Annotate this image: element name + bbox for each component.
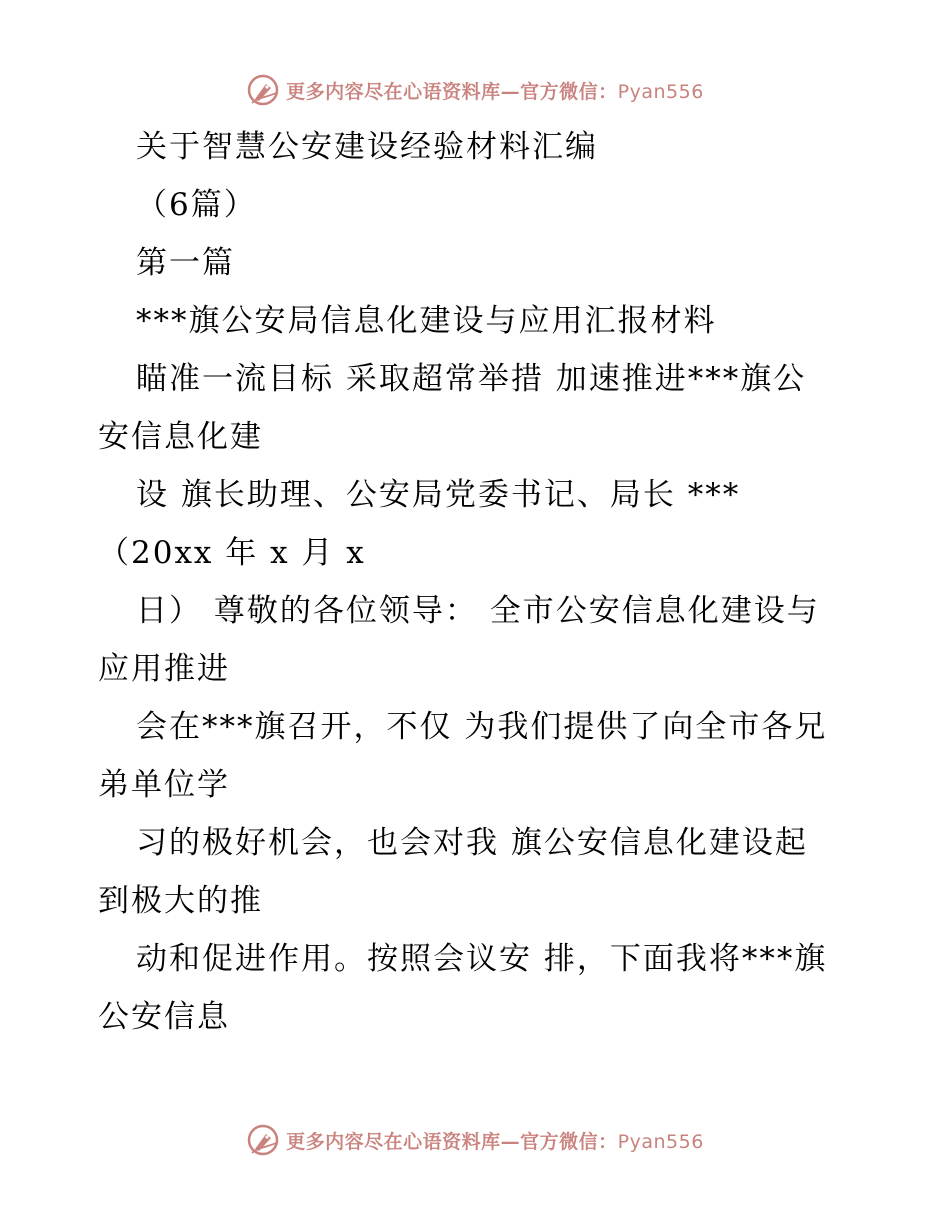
paragraph-line: 公安信息 — [98, 999, 230, 1035]
header-watermark-banner — [0, 70, 950, 110]
document-body — [98, 118, 868, 1046]
paragraph-line: 设 旗长助理、公安局党委书记、局长 *** — [136, 477, 741, 513]
paragraph-line: 弟单位学 — [98, 767, 230, 803]
article-title: ***旗公安局信息化建设与应用汇报材料 — [136, 303, 717, 339]
paragraph-line: 动和促进作用。按照会议安 排，下面我将***旗 — [136, 941, 828, 977]
paragraph-line: 日） 尊敬的各位领导： 全市公安信息化建设与 — [136, 593, 820, 629]
paragraph-line: 习的极好机会，也会对我 旗公安信息化建设起 — [136, 825, 808, 861]
paragraph-line: 安信息化建 — [98, 419, 263, 455]
paragraph-line: 瞄准一流目标 采取超常举措 加速推进***旗公 — [136, 361, 807, 397]
watermark-text: 更多内容尽在心语资料库—官方微信：Pyan556 — [286, 80, 704, 103]
section-heading: 第一篇 — [136, 245, 235, 281]
pen-nib-circle-icon — [246, 73, 280, 107]
doc-subtitle: （6篇） — [136, 187, 257, 223]
paragraph-line: 会在***旗召开，不仅 为我们提供了向全市各兄 — [136, 709, 828, 745]
footer-watermark-inner — [246, 1123, 704, 1157]
watermark-text: 更多内容尽在心语资料库—官方微信：Pyan556 — [286, 1130, 704, 1153]
paragraph-line: （20xx 年 x 月 x — [98, 535, 366, 571]
pen-nib-circle-icon — [246, 1123, 280, 1157]
doc-title: 关于智慧公安建设经验材料汇编 — [136, 129, 598, 165]
paragraph-line: 应用推进 — [98, 651, 230, 687]
header-watermark-inner — [246, 73, 704, 107]
paragraph-line: 到极大的推 — [98, 883, 263, 919]
footer-watermark-banner — [0, 1120, 950, 1160]
